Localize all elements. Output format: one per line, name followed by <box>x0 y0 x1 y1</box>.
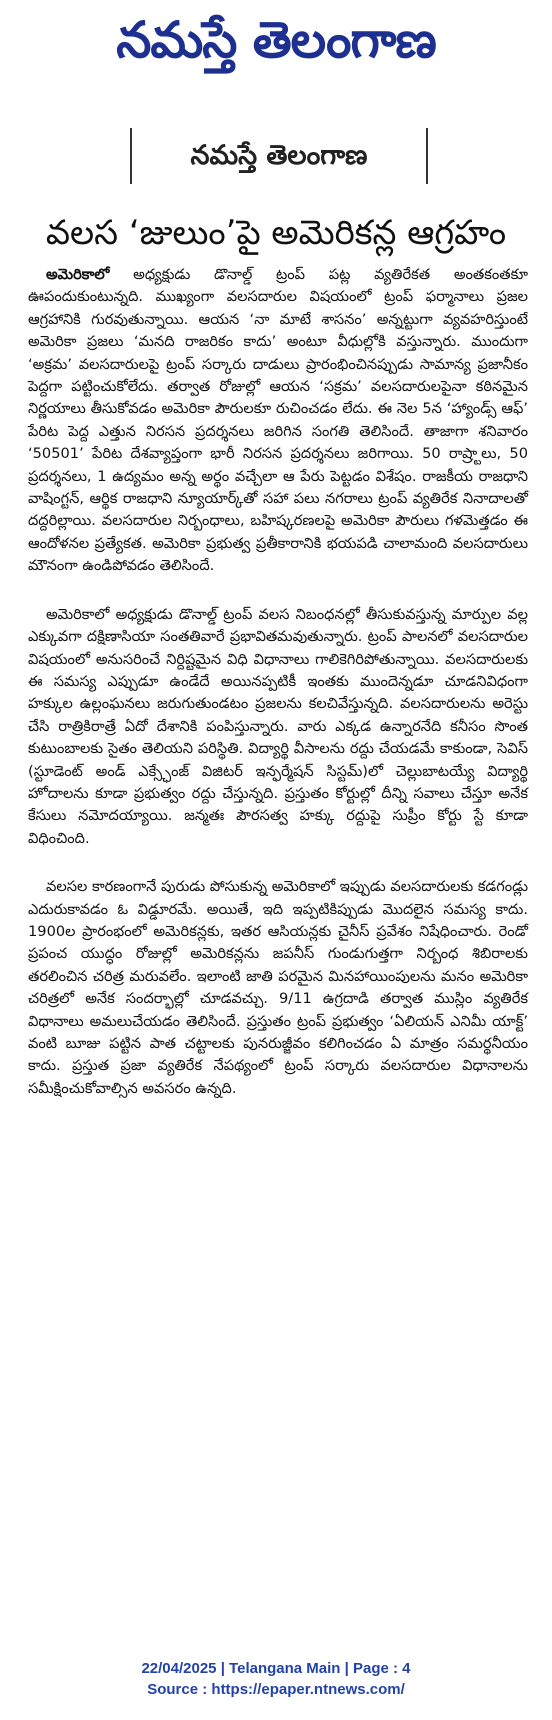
article-paragraph-2 <box>28 604 528 850</box>
section-brand-box <box>130 128 428 184</box>
paragraph-text: అధ్యక్షుడు డొనాల్డ్‌ ట్రంప్‌ పట్ల వ్యతిరేకత అంతకంతకూ ఊపందుకుంటున్నది. ముఖ్యంగా వలసదారుల విషయంలో ట్రంప్‌ ఫర్మానాలు ప్రజల ఆగ్రహానికి గురవుతున్నాయి. ఆయన ‘నా మాటే శాసనం’ అన్నట్టుగా వ్యవహరిస్తుంటే అమెరికా ప్రజలు ‘మనది రాజరికం కాదు’ అంటూ వీధుల్లోకి వస్తున్నారు. ముందుగా ‘అక్రమ’ వలసదారులపై ట్రంప్‌ సర్కారు దాడులు ప్రారంభించినప్పుడు సామాన్య ప్రజానీకం పెద్దగా పట్టించుకోలేదు. తర్వాత రోజుల్లో ఆయన ‘సక్రమ’ వలసదారులపైనా కఠినమైన నిర్ణయాలు తీసుకోవడం అమెరికా పౌరులకూ రుచించడం లేదు. ఈ నెల 5న ‘హ్యాండ్స్‌ ఆఫ్‌’ పేరిట పెద్ద ఎత్తున నిరసన ప్రదర్శనలు జరిగిన సంగతి తెలిసిందే. తాజాగా శనివారం ‘50501’ పేరిట దేశవ్యాప్తంగా భారీ నిరసన ప్రదర్శనలు జరిగాయి. 50 రాష్ర్టాలు, 50 ప్రదర్శనలు, 1 ఉద్యమం అన్న అర్థం వచ్చేలా ఆ పేరు పెట్టడం విశేషం. రాజకీయ రాజధాని వాషింగ్టన్‌, ఆర్థిక రాజధాని న్యూయార్క్‌తో సహా పలు నగరాలు ట్రంప్‌ వ్యతిరేక నినాదాలతో దద్దరిల్లాయి. వలసదారుల నిర్బంధాలు, బహిష్కరణలపై అమెరికా పౌరులు గళమెత్తడం ఈ ఆందోళనల ప్రత్యేకత. అమెరికా ప్రభుత్వ ప్రతీకారానికి భయపడి చాలామంది వలసదారులు మౌనంగా ఉండిపోవడం తెలిసిందే. <box>28 266 528 575</box>
footer-source-link[interactable]: Source : https://epaper.ntnews.com/ <box>147 1681 405 1698</box>
article-paragraph-3 <box>28 876 528 1100</box>
footer-date-page: 22/04/2025 | Telangana Main | Page : 4 <box>141 1660 411 1677</box>
masthead-logo: నమస్తే తెలంగాణ <box>116 11 436 69</box>
paragraph-text: అమెరికాలో అధ్యక్షుడు డొనాల్డ్‌ ట్రంప్‌ వలస నిబంధనల్లో తీసుకువస్తున్న మార్పుల వల్ల ఎక్కువగా దక్షిణాసియా సంతతివారే ప్రభావితమవుతున్నారు. ట్రంప్‌ పాలనలో వలసదారుల విషయంలో అనుసరించే నిర్దిష్టమైన విధి విధానాలు గాలికెగిరిపోతున్నాయి. వలసదారులకు ఈ సమస్య ఎప్పుడూ ఉండేదే అయినప్పటికీ ఇంతకు ముందెన్నడూ చూడనివిధంగా హక్కుల ఉల్లంఘనలు జరుగుతుండటం ప్రజలను కలచివేస్తున్నది. వలసదారులను అరెస్టు చేసి రాత్రికిరాత్రే ఏదో దేశానికి పంపిస్తున్నారు. వారు ఎక్కడ ఉన్నారనేది కనీసం సొంత కుటుంబాలకు సైతం తెలియని పరిస్థితి. విద్యార్థి వీసాలను రద్దు చేయడమే కాకుండా, సెవిస్‌ (స్టూడెంట్‌ అండ్‌ ఎక్స్ఛేంజ్‌ విజిటర్‌ ఇన్ఫర్మేషన్‌ సిస్టమ్‌)లో చెల్లుబాటయ్యే విద్యార్థి హోదాలను కూడా ప్రభుత్వం రద్దు చేస్తున్నది. ప్రస్తుతం కోర్టుల్లో దీన్ని సవాలు చేస్తూ అనేక కేసులు నమోదయ్యాయి. జన్మతః పౌరసత్వ హక్కు రద్దుపై సుప్రీం కోర్టు స్టే కూడా విధించింది. <box>28 605 528 847</box>
article-headline: వలస ‘జులుం’పై అమెరికన్ల ఆగ్రహం <box>45 213 507 253</box>
article-body <box>28 264 528 1100</box>
article-paragraph-1 <box>28 264 528 578</box>
paragraph-lead-word: అమెరికాలో <box>46 266 110 283</box>
source-footer <box>0 1658 552 1700</box>
brand-title: నమస్తే తెలంగాణ <box>190 140 368 171</box>
paragraph-text: వలసల కారణంగానే పురుడు పోసుకున్న అమెరికాలో ఇప్పుడు వలసదారులకు కడగండ్లు ఎదురుకావడం ఓ విడ్డూరమే. అయితే, ఇది ఇప్పటికిప్పుడు మొదలైన సమస్య కాదు. 1900ల ప్రారంభంలో అమెరికన్లకు, ఇతర ఆసియన్లకు చైనీస్‌ ప్రవేశం నిషేధించారు. రెండో ప్రపంచ యుద్ధం రోజుల్లో అమెరికన్లను జపనీస్‌ గుండుగుత్తగా నిర్బంధ శిబిరాలకు తరలించిన చరిత్ర మరువలేం. ఇలాంటి జాతి పరమైన మినహాయింపులను మనం అమెరికా చరిత్రలో అనేక సందర్భాల్లో చూడవచ్చు. 9/11 ఉగ్రదాడి తర్వాత ముస్లిం వ్యతిరేక విధానాలు అమలుచేయడం తెలిసిందే. ప్రస్తుతం ట్రంప్‌ ప్రభుత్వం ‘ఏలియన్‌ ఎనిమీ యాక్ట్‌’ వంటి బూజు పట్టిన పాత చట్టాలకు పునరుజ్జీవం కలిగించడం ఏ మాత్రం సమర్థనీయం కాదు. ప్రస్తుత ప్రజా వ్యతిరేక నేపథ్యంలో ట్రంప్‌ సర్కారు వలసదారుల విధానాలను సమీక్షించుకోవాల్సిన అవసరం ఉన్నది. <box>28 878 528 1097</box>
